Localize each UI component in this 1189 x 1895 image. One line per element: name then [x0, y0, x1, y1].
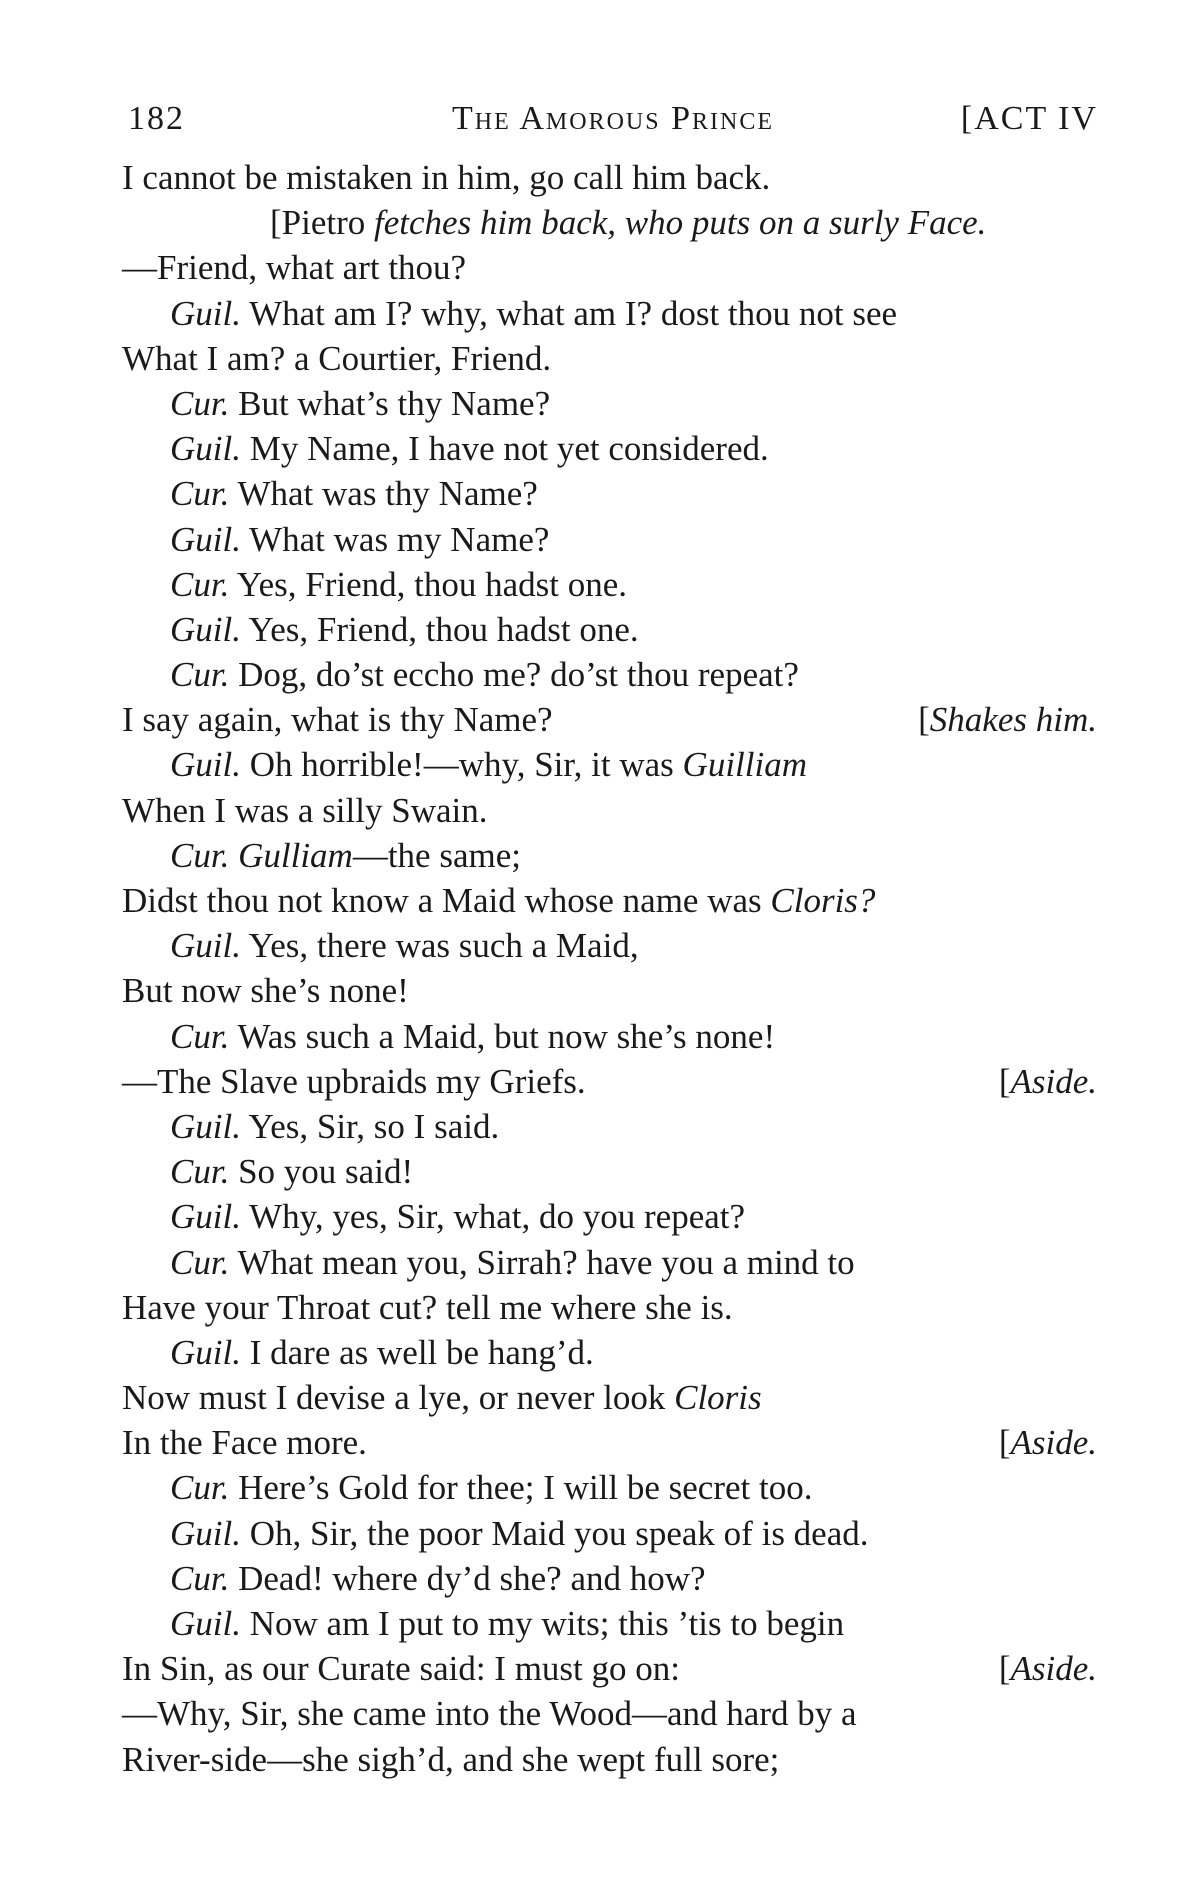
- aside-text: Aside.: [1010, 1061, 1097, 1101]
- text-line: [122, 1330, 1097, 1375]
- text-line: [122, 1601, 1097, 1646]
- line-text: —the same;: [352, 835, 521, 875]
- stage-direction-text: fetches him back, who puts on a surly Face.: [365, 203, 987, 243]
- speaker-name: Guil.: [170, 1332, 241, 1372]
- line-text: I say again, what is thy Name?: [122, 700, 553, 740]
- line-text: Now am I put to my wits; this ’tis to begin: [249, 1604, 845, 1643]
- line-text: What mean you, Sirrah? have you a mind to: [237, 1242, 855, 1282]
- speaker-name: Guil.: [170, 926, 241, 966]
- text-line: [122, 471, 1097, 516]
- page-number: 182: [128, 100, 185, 137]
- speaker-name: Guil.: [170, 1513, 241, 1553]
- speaker-name: Guil.: [170, 429, 241, 469]
- text-line: [122, 1737, 1097, 1782]
- stage-direction-name: [Pietro: [270, 203, 366, 243]
- text-line: [122, 336, 1097, 381]
- line-text: —Why, Sir, she came into the Wood—and hard by a: [122, 1694, 857, 1734]
- stage-aside: [999, 1646, 1097, 1691]
- act-label: [ACT IV: [960, 100, 1098, 137]
- speaker-name: Guil.: [170, 1106, 241, 1146]
- text-line: [122, 923, 1097, 968]
- line-text: But now she’s none!: [122, 971, 409, 1011]
- line-text: Didst thou not know a Maid whose name was: [122, 881, 771, 920]
- line-text: My Name, I have not yet considered.: [249, 429, 769, 469]
- aside-text: Aside.: [1010, 1649, 1097, 1689]
- aside-text: Shakes him.: [929, 700, 1097, 740]
- text-line: [122, 1511, 1097, 1556]
- play-text: [122, 155, 1097, 1782]
- text-line: [122, 1149, 1097, 1194]
- speaker-name: Guil.: [170, 1604, 241, 1643]
- text-line: [122, 1646, 1097, 1691]
- text-line: [122, 426, 1097, 471]
- italic-name: Gulliam: [238, 835, 353, 875]
- line-text: In the Face more.: [122, 1423, 367, 1463]
- text-line: [122, 788, 1097, 833]
- text-line: [122, 1059, 1097, 1104]
- text-line: [122, 1014, 1097, 1059]
- speaker-name: Guil.: [170, 1197, 241, 1237]
- text-line: [122, 1375, 1097, 1420]
- text-line: [122, 291, 1097, 336]
- line-text: River-side—she sigh’d, and she wept full sore;: [122, 1739, 780, 1779]
- speaker-name: Cur.: [170, 474, 230, 514]
- line-text: Have your Throat cut? tell me where she is.: [122, 1287, 733, 1327]
- text-line: [122, 607, 1097, 652]
- line-text: I dare as well be hang’d.: [249, 1332, 594, 1372]
- text-line: [122, 1104, 1097, 1149]
- line-text: What am I? why, what am I? dost thou not see: [249, 293, 898, 333]
- text-line: [122, 1465, 1097, 1510]
- aside-bracket: [: [998, 1061, 1011, 1101]
- speaker-name: Cur.: [170, 564, 230, 604]
- text-line: [122, 1691, 1097, 1736]
- speaker-name: Guil.: [170, 519, 241, 559]
- line-text: —The Slave upbraids my Griefs.: [122, 1061, 586, 1101]
- stage-aside: [999, 1420, 1097, 1465]
- line-text: What was thy Name?: [237, 474, 538, 514]
- text-line: [122, 517, 1097, 562]
- line-text: Now must I devise a lye, or never look: [122, 1378, 675, 1418]
- line-text: Oh horrible!—why, Sir, it was: [249, 745, 683, 785]
- line-text: In Sin, as our Curate said: I must go on:: [122, 1649, 681, 1689]
- text-line: [122, 878, 1097, 923]
- speaker-name: Guil.: [170, 745, 241, 785]
- speaker-name: Cur.: [170, 1016, 230, 1056]
- running-title: The Amorous Prince: [451, 100, 775, 137]
- speaker-name: Cur.: [170, 1152, 230, 1192]
- italic-name: Guilliam: [682, 745, 807, 785]
- running-header: [128, 100, 1098, 150]
- text-line: [122, 155, 1097, 200]
- speaker-name: Cur.: [170, 835, 230, 875]
- text-line: [122, 245, 1097, 290]
- speaker-name: Cur.: [170, 1242, 230, 1282]
- line-text: I cannot be mistaken in him, go call him back.: [122, 158, 771, 197]
- line-text: Dead! where dy’d she? and how?: [238, 1558, 706, 1598]
- line-text: Yes, Sir, so I said.: [248, 1106, 500, 1146]
- aside-bracket: [: [998, 1649, 1011, 1689]
- line-text: What was my Name?: [249, 519, 550, 559]
- line-text: Was such a Maid, but now she’s none!: [237, 1016, 776, 1056]
- text-line: [122, 1420, 1097, 1465]
- text-line: [122, 1285, 1097, 1330]
- speaker-name: Cur.: [170, 383, 230, 423]
- stage-aside: [999, 1059, 1097, 1104]
- line-text: Dog, do’st eccho me? do’st thou repeat?: [238, 655, 799, 695]
- line-text: Yes, there was such a Maid,: [248, 926, 639, 966]
- text-line: [122, 742, 1097, 787]
- line-text: Why, yes, Sir, what, do you repeat?: [249, 1197, 746, 1237]
- stage-aside: [918, 697, 1097, 742]
- line-text: What I am? a Courtier, Friend.: [122, 338, 552, 378]
- text-line: [122, 1240, 1097, 1285]
- text-line: [122, 697, 1097, 742]
- speaker-name: Cur.: [170, 655, 230, 695]
- aside-text: Aside.: [1010, 1423, 1097, 1463]
- text-line: [122, 1194, 1097, 1239]
- line-text: Oh, Sir, the poor Maid you speak of is dead.: [249, 1513, 869, 1553]
- text-line: [122, 200, 1097, 245]
- italic-name: Cloris: [674, 1378, 762, 1418]
- line-text: So you said!: [238, 1152, 414, 1192]
- line-text: —Friend, what art thou?: [122, 248, 467, 288]
- speaker-name: Cur.: [170, 1558, 230, 1598]
- text-line: [122, 562, 1097, 607]
- text-line: [122, 381, 1097, 426]
- speaker-name: Guil.: [170, 609, 241, 649]
- text-line: [122, 1556, 1097, 1601]
- text-line: [122, 968, 1097, 1013]
- aside-bracket: [: [998, 1423, 1011, 1463]
- speaker-name: Cur.: [170, 1468, 230, 1508]
- italic-name: Cloris?: [770, 881, 876, 920]
- aside-bracket: [: [918, 700, 930, 740]
- line-text: Here’s Gold for thee; I will be secret too.: [238, 1468, 813, 1508]
- speaker-name: Guil.: [170, 293, 241, 333]
- text-line: [122, 833, 1097, 878]
- line-text: Yes, Friend, thou hadst one.: [236, 564, 627, 604]
- line-text: Yes, Friend, thou hadst one.: [248, 609, 639, 649]
- line-text: When I was a silly Swain.: [122, 790, 488, 830]
- line-text: But what’s thy Name?: [238, 383, 551, 423]
- text-line: [122, 652, 1097, 697]
